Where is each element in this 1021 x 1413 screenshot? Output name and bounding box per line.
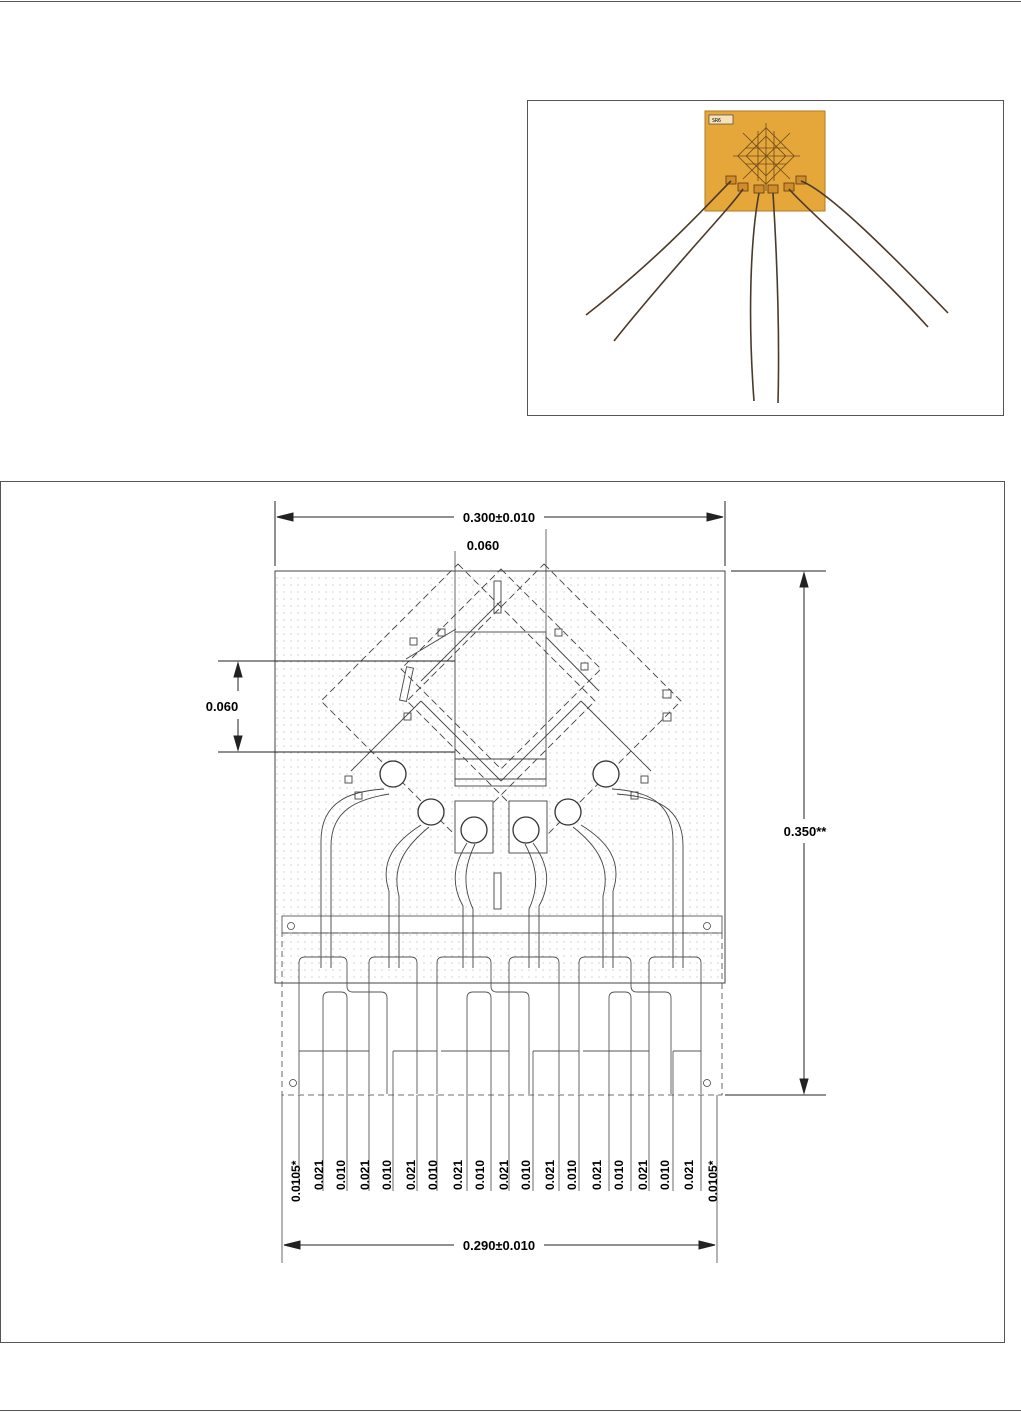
spacing-label: 0.010 <box>473 1159 487 1190</box>
bottom-rule <box>0 1410 1021 1411</box>
bottom-width-label: 0.290±0.010 <box>462 1238 536 1253</box>
gauge-carrier <box>705 111 825 211</box>
spacing-label: 0.021 <box>682 1159 696 1190</box>
alignment-hole <box>704 1080 711 1087</box>
gauge-drawing-frame <box>0 481 1005 1343</box>
spacing-label: 0.021 <box>543 1159 557 1190</box>
gauge-lead-wires <box>586 181 948 403</box>
spacing-label: 0.010 <box>565 1159 579 1190</box>
spacing-label: 0.021 <box>590 1159 604 1190</box>
top-width-label: 0.300±0.010 <box>462 510 536 525</box>
spacing-label: 0.021 <box>404 1159 418 1190</box>
alignment-hole <box>288 923 295 930</box>
gauge-label-text: SR6 <box>712 118 722 124</box>
gauge-photo-frame <box>527 100 1004 416</box>
top-rule <box>0 1 1021 2</box>
tab-width-label: 0.060 <box>466 538 500 553</box>
gauge-drawing <box>1 482 1004 1342</box>
spacing-label: 0.010 <box>380 1159 394 1190</box>
spacing-label: 0.0105* <box>706 1160 720 1202</box>
spacing-label: 0.021 <box>497 1159 511 1190</box>
overall-height-label: 0.350** <box>783 824 827 839</box>
grid-height-label: 0.060 <box>205 699 239 714</box>
alignment-hole <box>704 923 711 930</box>
spacing-label: 0.010 <box>426 1159 440 1190</box>
spacing-label: 0.021 <box>358 1159 372 1190</box>
alignment-hole <box>290 1080 297 1087</box>
spacing-label: 0.010 <box>658 1159 672 1190</box>
tab-strip <box>282 916 722 933</box>
spacing-label: 0.021 <box>312 1159 326 1190</box>
spacing-label: 0.021 <box>636 1159 650 1190</box>
bottom-extension-lines <box>282 1051 717 1263</box>
spacing-label: 0.0105* <box>289 1160 303 1202</box>
gauge-photo <box>528 101 1003 415</box>
spacing-label: 0.010 <box>612 1159 626 1190</box>
bottom-spacing-labels <box>289 1160 720 1202</box>
spacing-label: 0.021 <box>451 1159 465 1190</box>
spacing-label: 0.010 <box>334 1159 348 1190</box>
spacing-label: 0.010 <box>519 1159 533 1190</box>
